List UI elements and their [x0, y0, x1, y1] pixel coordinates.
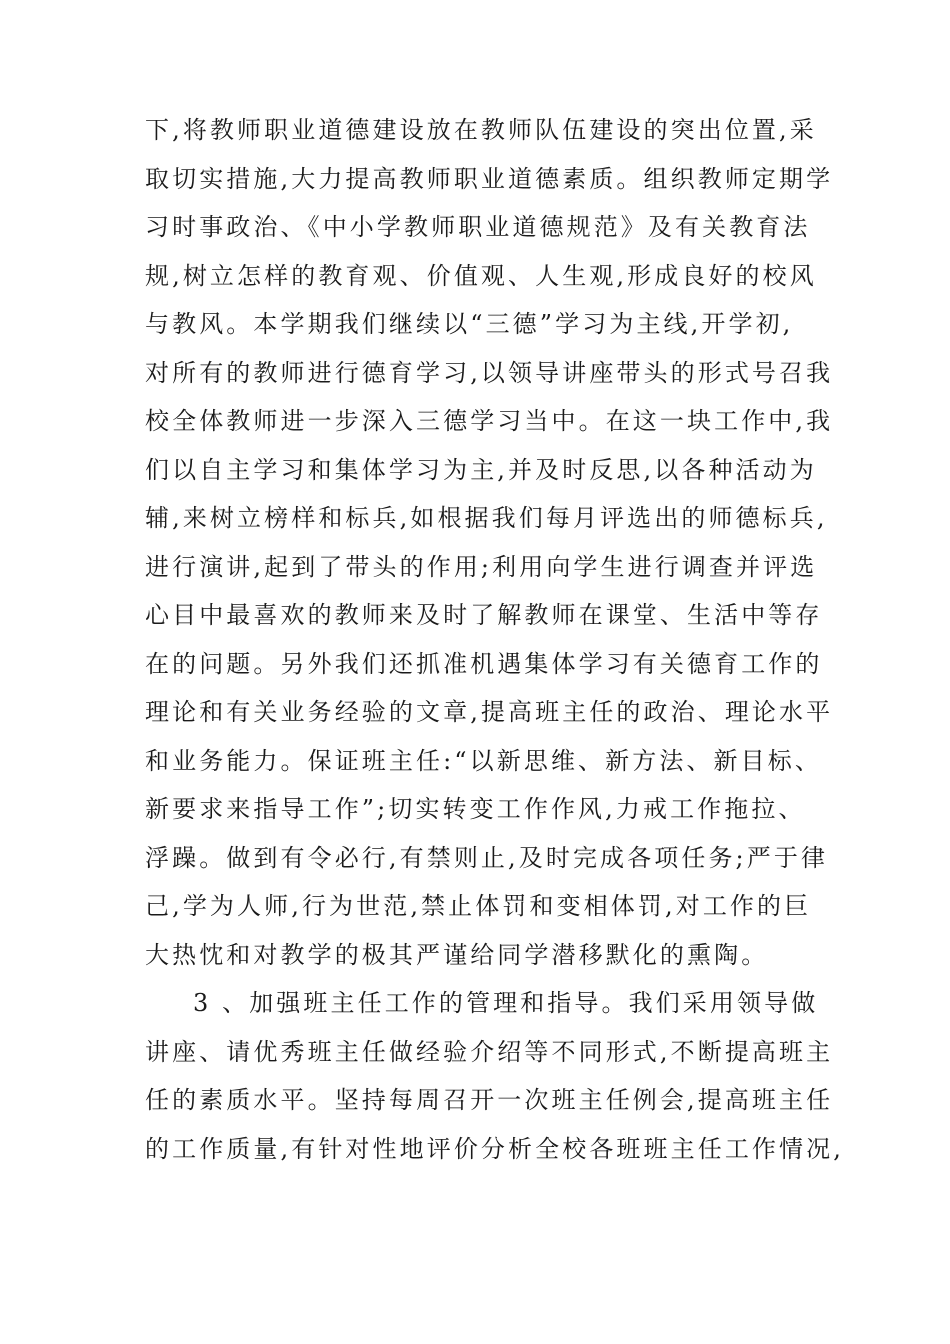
text-line: 的工作质量,有针对性地评价分析全校各班班主任工作情况,: [145, 1134, 844, 1163]
text-line: 己,学为人师,行为世范,禁止体罚和变相体罚,对工作的巨: [145, 892, 812, 920]
text-line: 在的问题。另外我们还抓准机遇集体学习有关德育工作的: [145, 649, 823, 678]
text-line: 习时事政治、《中小学教师职业道德规范》及有关教育法: [145, 213, 811, 241]
text-line: 规,树立怎样的教育观、价值观、人生观,形成良好的校风: [145, 261, 817, 290]
body-text: [145, 106, 844, 1173]
text-line: 讲座、请优秀班主任做经验介绍等不同形式,不断提高班主: [145, 1037, 834, 1066]
text-line: 辅,来树立榜样和标兵,如根据我们每月评选出的师德标兵,: [145, 504, 828, 532]
text-line: 进行演讲,起到了带头的作用;利用向学生进行调查并评选: [145, 552, 818, 581]
text-line: 对所有的教师进行德育学习,以领导讲座带头的形式号召我: [145, 358, 834, 387]
text-line: 下,将教师职业道德建设放在教师队伍建设的突出位置,采: [145, 116, 817, 144]
text-line: 理论和有关业务经验的文章,提高班主任的政治、理论水平: [145, 698, 834, 726]
text-line: 心目中最喜欢的教师来及时了解教师在课堂、生活中等存: [145, 601, 823, 629]
text-line: 新要求来指导工作”;切实转变工作作风,力戒工作拖拉、: [145, 795, 806, 823]
text-line: 取切实措施,大力提高教师职业道德素质。组织教师定期学: [145, 164, 834, 193]
text-line: 大热忱和对教学的极其严谨给同学潜移默化的熏陶。: [145, 940, 769, 969]
text-line: 与教风。本学期我们继续以“三德”学习为主线,开学初,: [145, 310, 794, 338]
text-line: 任的素质水平。坚持每周召开一次班主任例会,提高班主任: [145, 1086, 834, 1114]
text-line: 浮躁。做到有令必行,有禁则止,及时完成各项任务;严于律: [145, 843, 829, 872]
paragraph-start-line: 3 、加强班主任工作的管理和指导。我们采用领导做: [193, 989, 819, 1017]
text-line: 校全体教师进一步深入三德学习当中。在这一块工作中,我: [145, 407, 834, 435]
text-line: 们以自主学习和集体学习为主,并及时反思,以各种活动为: [145, 455, 817, 484]
text-line: 和业务能力。保证班主任:“以新思维、新方法、新目标、: [145, 746, 822, 775]
